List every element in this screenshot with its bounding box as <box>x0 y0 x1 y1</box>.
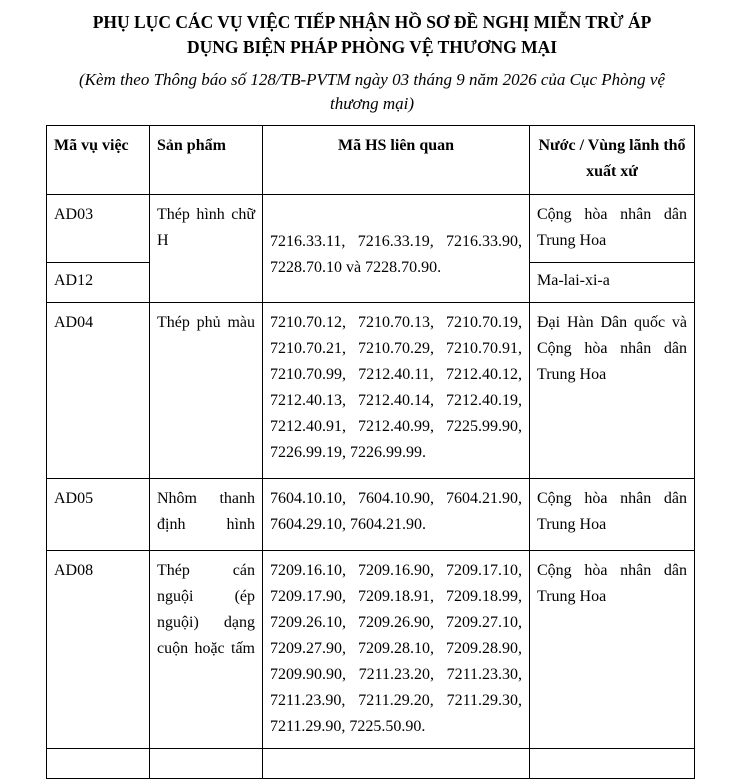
cell-empty <box>150 749 263 779</box>
header-product: Sản phẩm <box>150 126 263 195</box>
header-case-code: Mã vụ việc <box>47 126 150 195</box>
table-row <box>47 303 695 479</box>
table-row <box>47 479 695 551</box>
cases-table <box>46 125 695 779</box>
cell-product: Nhôm thanh định hình <box>150 479 263 551</box>
cell-case-code: AD08 <box>47 551 150 749</box>
table-row <box>47 551 695 749</box>
cell-product: Thép cán nguội (ép nguội) dạng cuộn hoặc tấm <box>150 551 263 749</box>
cell-origin: Đại Hàn Dân quốc và Cộng hòa nhân dân Trung Hoa <box>530 303 695 479</box>
cell-empty <box>263 749 530 779</box>
header-origin: Nước / Vùng lãnh thổ xuất xứ <box>530 126 695 195</box>
cell-hs-codes: 7216.33.11, 7216.33.19, 7216.33.90, 7228.70.10 và 7228.70.90. <box>263 195 530 303</box>
cell-case-code: AD05 <box>47 479 150 551</box>
cell-product: Thép phủ màu <box>150 303 263 479</box>
table-header-row <box>47 126 695 195</box>
cell-origin: Cộng hòa nhân dân Trung Hoa <box>530 195 695 263</box>
subtitle-line1: (Kèm theo Thông báo số 128/TB-PVTM ngày 03 tháng 9 năm 2026 của Cục Phòng vệ <box>79 70 665 89</box>
cell-case-code: AD03 <box>47 195 150 263</box>
subtitle-line2: thương mại) <box>330 94 414 113</box>
appendix-title-line2: DỤNG BIỆN PHÁP PHÒNG VỆ THƯƠNG MẠI <box>186 37 558 57</box>
cell-hs-codes: 7604.10.10, 7604.10.90, 7604.21.90, 7604.29.10, 7604.21.90. <box>263 479 530 551</box>
cell-origin: Ma-lai-xi-a <box>530 263 695 303</box>
cell-hs-codes: 7210.70.12, 7210.70.13, 7210.70.19, 7210.70.21, 7210.70.29, 7210.70.91, 7210.70.99, 7212.40.11, 7212.40.12, 7212.40.13, 7212.40.14, 7212.40.19, 7212.40.91, 7212.40.99, 7225.99.90, 7226.99.19, 7226.99.99. <box>263 303 530 479</box>
cell-empty <box>47 749 150 779</box>
cell-empty <box>530 749 695 779</box>
table-row-continued <box>47 749 695 779</box>
table-row <box>47 195 695 263</box>
header-hs-codes: Mã HS liên quan <box>263 126 530 195</box>
cell-origin: Cộng hòa nhân dân Trung Hoa <box>530 551 695 749</box>
cell-origin: Cộng hòa nhân dân Trung Hoa <box>530 479 695 551</box>
cell-product: Thép hình chữ H <box>150 195 263 303</box>
cell-case-code: AD04 <box>47 303 150 479</box>
appendix-subtitle <box>40 68 704 116</box>
cell-hs-codes: 7209.16.10, 7209.16.90, 7209.17.10, 7209.17.90, 7209.18.91, 7209.18.99, 7209.26.10, 7209.26.90, 7209.27.10, 7209.27.90, 7209.28.10, 7209.28.90, 7209.90.90, 7211.23.20, 7211.23.30, 7211.23.90, 7211.29.20, 7211.29.30, 7211.29.90, 7225.50.90. <box>263 551 530 749</box>
cell-case-code: AD12 <box>47 263 150 303</box>
appendix-title-line1: PHỤ LỤC CÁC VỤ VIỆC TIẾP NHẬN HỒ SƠ ĐỀ NGHỊ MIỄN TRỪ ÁP <box>92 12 652 32</box>
